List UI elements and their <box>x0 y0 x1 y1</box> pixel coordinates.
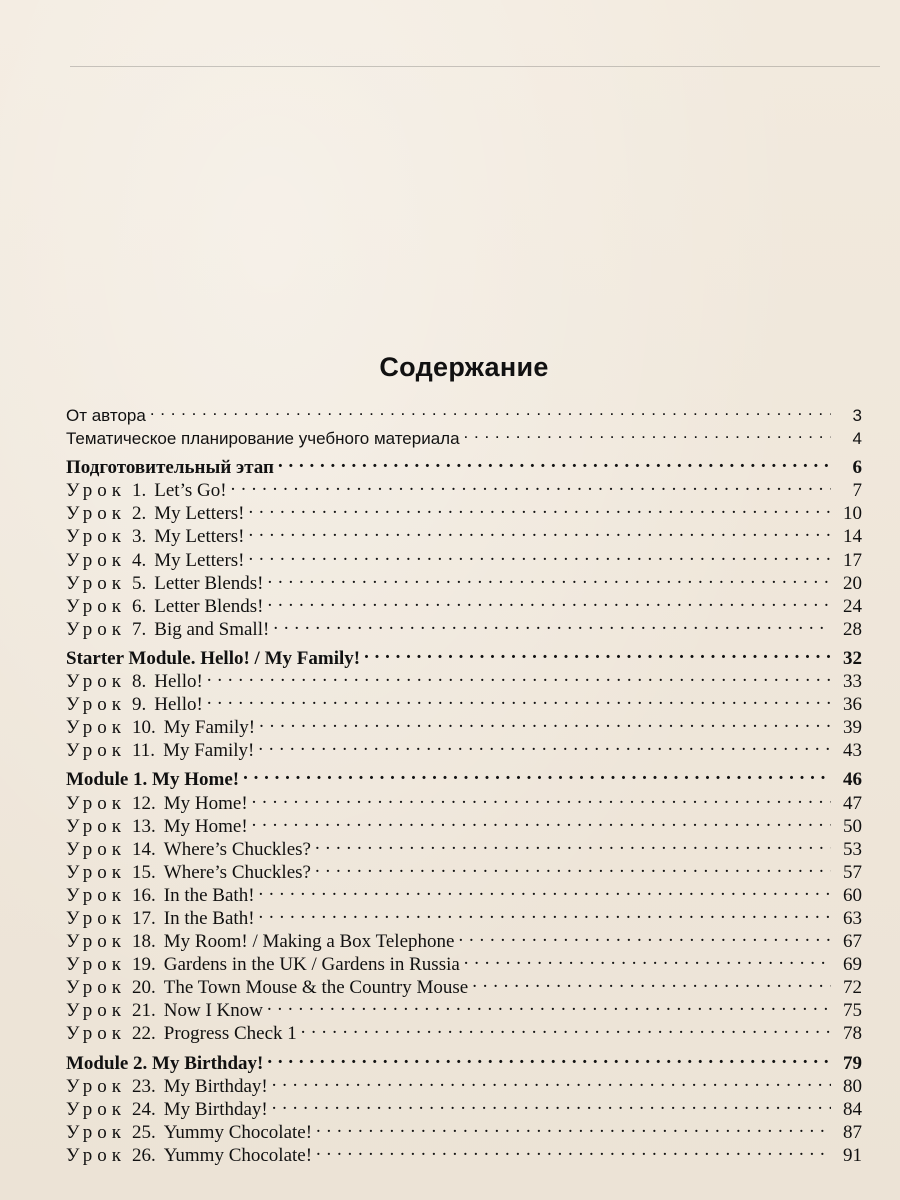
page-number: 43 <box>843 740 862 762</box>
lesson-prefix: Урок <box>66 1121 127 1143</box>
lesson-prefix: Урок <box>66 595 127 617</box>
page-number: 91 <box>843 1144 862 1166</box>
lesson-prefix: Урок <box>66 1000 127 1022</box>
page-number: 47 <box>843 792 862 814</box>
dot-leader <box>250 809 831 832</box>
header-rule <box>70 66 880 67</box>
entry-title: My Home! <box>163 815 248 837</box>
page-number: 10 <box>843 503 862 525</box>
lesson-prefix: Урок <box>66 480 127 502</box>
dot-leader <box>270 1069 831 1092</box>
page-number: 3 <box>852 406 862 425</box>
page-number: 17 <box>843 549 862 571</box>
page-number: 80 <box>843 1075 862 1097</box>
lesson-number: 5. <box>132 572 147 594</box>
dot-leader <box>205 664 831 687</box>
lesson-number: 4. <box>132 549 147 571</box>
lesson-number: 8. <box>132 671 147 693</box>
entry-title: Hello! <box>154 671 203 693</box>
dot-leader <box>270 1092 831 1115</box>
page-number: 24 <box>843 595 862 617</box>
lesson-number: 26. <box>132 1144 156 1166</box>
page-number: 32 <box>843 647 862 669</box>
lesson-prefix: Урок <box>66 861 127 883</box>
lesson-prefix: Урок <box>66 717 127 739</box>
dot-leader <box>241 762 831 785</box>
lesson-prefix: Урок <box>66 618 127 640</box>
dot-leader <box>148 398 831 421</box>
lesson-number: 11. <box>132 740 156 762</box>
page-number: 50 <box>843 815 862 837</box>
entry-title: My Family! <box>163 717 256 739</box>
dot-leader <box>271 612 831 635</box>
lesson-number: 20. <box>132 977 156 999</box>
entry-title: My Home! <box>163 792 248 814</box>
entry-title: Big and Small! <box>154 618 270 640</box>
dot-leader <box>205 687 831 710</box>
lesson-number: 6. <box>132 595 147 617</box>
lesson-prefix: Урок <box>66 740 127 762</box>
dot-leader <box>257 901 831 924</box>
lesson-prefix: Урок <box>66 1144 127 1166</box>
entry-title: Letter Blends! <box>154 595 264 617</box>
dot-leader <box>462 947 831 970</box>
page-number: 69 <box>843 954 862 976</box>
entry-title: My Birthday! <box>163 1098 268 1120</box>
page-number: 72 <box>843 977 862 999</box>
page-number: 14 <box>843 526 862 548</box>
page-number: 79 <box>843 1052 862 1074</box>
page-number: 39 <box>843 717 862 739</box>
lesson-prefix: Урок <box>66 671 127 693</box>
lesson-number: 17. <box>132 907 156 929</box>
entry-title: Подготовительный этап <box>66 457 274 479</box>
lesson-number: 3. <box>132 526 147 548</box>
lesson-number: 21. <box>132 1000 156 1022</box>
page-number: 36 <box>843 694 862 716</box>
page-number: 87 <box>843 1121 862 1143</box>
lesson-prefix: Урок <box>66 977 127 999</box>
entry-title: Letter Blends! <box>154 572 264 594</box>
dot-leader <box>313 855 831 878</box>
lesson-prefix: Урок <box>66 549 127 571</box>
toc-section-heading[interactable] <box>66 641 862 669</box>
lesson-number: 12. <box>132 792 156 814</box>
lesson-prefix: Урок <box>66 694 127 716</box>
lesson-prefix: Урок <box>66 1023 127 1045</box>
lesson-prefix: Урок <box>66 1098 127 1120</box>
entry-title: My Birthday! <box>163 1075 268 1097</box>
toc-section-heading[interactable] <box>66 762 862 791</box>
dot-leader <box>313 832 831 855</box>
lesson-prefix: Урок <box>66 931 127 953</box>
dot-leader <box>265 589 831 612</box>
entry-title: Now I Know <box>163 1000 263 1022</box>
dot-leader <box>265 993 831 1016</box>
lesson-prefix: Урок <box>66 884 127 906</box>
dot-leader <box>456 924 831 947</box>
page-number: 46 <box>843 769 862 791</box>
entry-title: Module 2. My Birthday! <box>66 1052 264 1074</box>
page-number: 6 <box>852 457 862 479</box>
page-number: 63 <box>843 907 862 929</box>
dot-leader <box>462 421 831 444</box>
dot-leader <box>265 1046 831 1069</box>
entry-title: Hello! <box>154 694 203 716</box>
page-number: 84 <box>843 1098 862 1120</box>
lesson-prefix: Урок <box>66 838 127 860</box>
entry-title: Let’s Go! <box>154 480 227 502</box>
lesson-prefix: Урок <box>66 954 127 976</box>
entry-title: My Letters! <box>154 526 245 548</box>
entry-title: Progress Check 1 <box>163 1023 297 1045</box>
lesson-prefix: Урок <box>66 503 127 525</box>
dot-leader <box>257 710 831 733</box>
dot-leader <box>247 543 832 566</box>
dot-leader <box>265 566 831 589</box>
dot-leader <box>257 878 831 901</box>
entry-title: In the Bath! <box>163 884 255 906</box>
lesson-number: 15. <box>132 861 156 883</box>
lesson-number: 9. <box>132 694 147 716</box>
entry-title: My Room! / Making a Box Telephone <box>163 931 455 953</box>
entry-title: Тематическое планирование учебного материала <box>66 429 460 449</box>
entry-title: Yummy Chocolate! <box>163 1121 313 1143</box>
entry-title: My Letters! <box>154 549 245 571</box>
page-number: 20 <box>843 572 862 594</box>
dot-leader <box>247 496 832 519</box>
contents-title: Содержание <box>379 352 549 382</box>
dot-leader <box>276 450 831 473</box>
page-number: 60 <box>843 884 862 906</box>
entry-title: Yummy Chocolate! <box>163 1144 313 1166</box>
entry-title: The Town Mouse & the Country Mouse <box>163 977 469 999</box>
entry-title: My Letters! <box>154 503 245 525</box>
lesson-number: 10. <box>132 717 156 739</box>
dot-leader <box>470 970 831 993</box>
dot-leader <box>229 473 831 496</box>
toc-front-entry[interactable] <box>66 421 862 449</box>
table-of-contents <box>66 350 862 1166</box>
lesson-number: 25. <box>132 1121 156 1143</box>
entry-title: От автора <box>66 406 146 425</box>
lesson-prefix: Урок <box>66 526 127 548</box>
page-number: 28 <box>843 618 862 640</box>
entry-title: Module 1. My Home! <box>66 769 240 791</box>
entry-title: My Family! <box>163 740 255 762</box>
toc-section-heading[interactable] <box>66 450 862 479</box>
page-number: 53 <box>843 838 862 860</box>
lesson-number: 24. <box>132 1098 156 1120</box>
lesson-number: 2. <box>132 503 147 525</box>
entry-title: Where’s Chuckles? <box>163 838 311 860</box>
entry-title: Where’s Chuckles? <box>163 861 311 883</box>
lesson-prefix: Урок <box>66 792 127 814</box>
lesson-number: 19. <box>132 954 156 976</box>
page-number: 33 <box>843 671 862 693</box>
page-number: 57 <box>843 861 862 883</box>
toc-body <box>66 398 862 1166</box>
page-number: 4 <box>852 429 862 449</box>
dot-leader <box>250 786 831 809</box>
toc-section-heading[interactable] <box>66 1046 862 1074</box>
entry-title: Starter Module. Hello! / My Family! <box>66 647 361 669</box>
lesson-number: 23. <box>132 1075 156 1097</box>
dot-leader <box>314 1115 831 1138</box>
lesson-number: 7. <box>132 618 147 640</box>
lesson-number: 22. <box>132 1023 156 1045</box>
page-number: 67 <box>843 931 862 953</box>
page-number: 75 <box>843 1000 862 1022</box>
dot-leader <box>256 733 831 756</box>
lesson-number: 14. <box>132 838 156 860</box>
lesson-number: 16. <box>132 884 156 906</box>
dot-leader <box>299 1016 831 1039</box>
entry-title: In the Bath! <box>163 907 255 929</box>
lesson-prefix: Урок <box>66 815 127 837</box>
page-number: 78 <box>843 1023 862 1045</box>
entry-title: Gardens in the UK / Gardens in Russia <box>163 954 460 976</box>
lesson-prefix: Урок <box>66 572 127 594</box>
lesson-number: 18. <box>132 931 156 953</box>
dot-leader <box>362 641 831 664</box>
lesson-number: 13. <box>132 815 156 837</box>
lesson-number: 1. <box>132 480 147 502</box>
dot-leader <box>247 519 832 542</box>
lesson-prefix: Урок <box>66 907 127 929</box>
dot-leader <box>314 1138 831 1161</box>
toc-front-entry[interactable] <box>66 398 862 425</box>
lesson-prefix: Урок <box>66 1075 127 1097</box>
page-number: 7 <box>852 480 862 502</box>
